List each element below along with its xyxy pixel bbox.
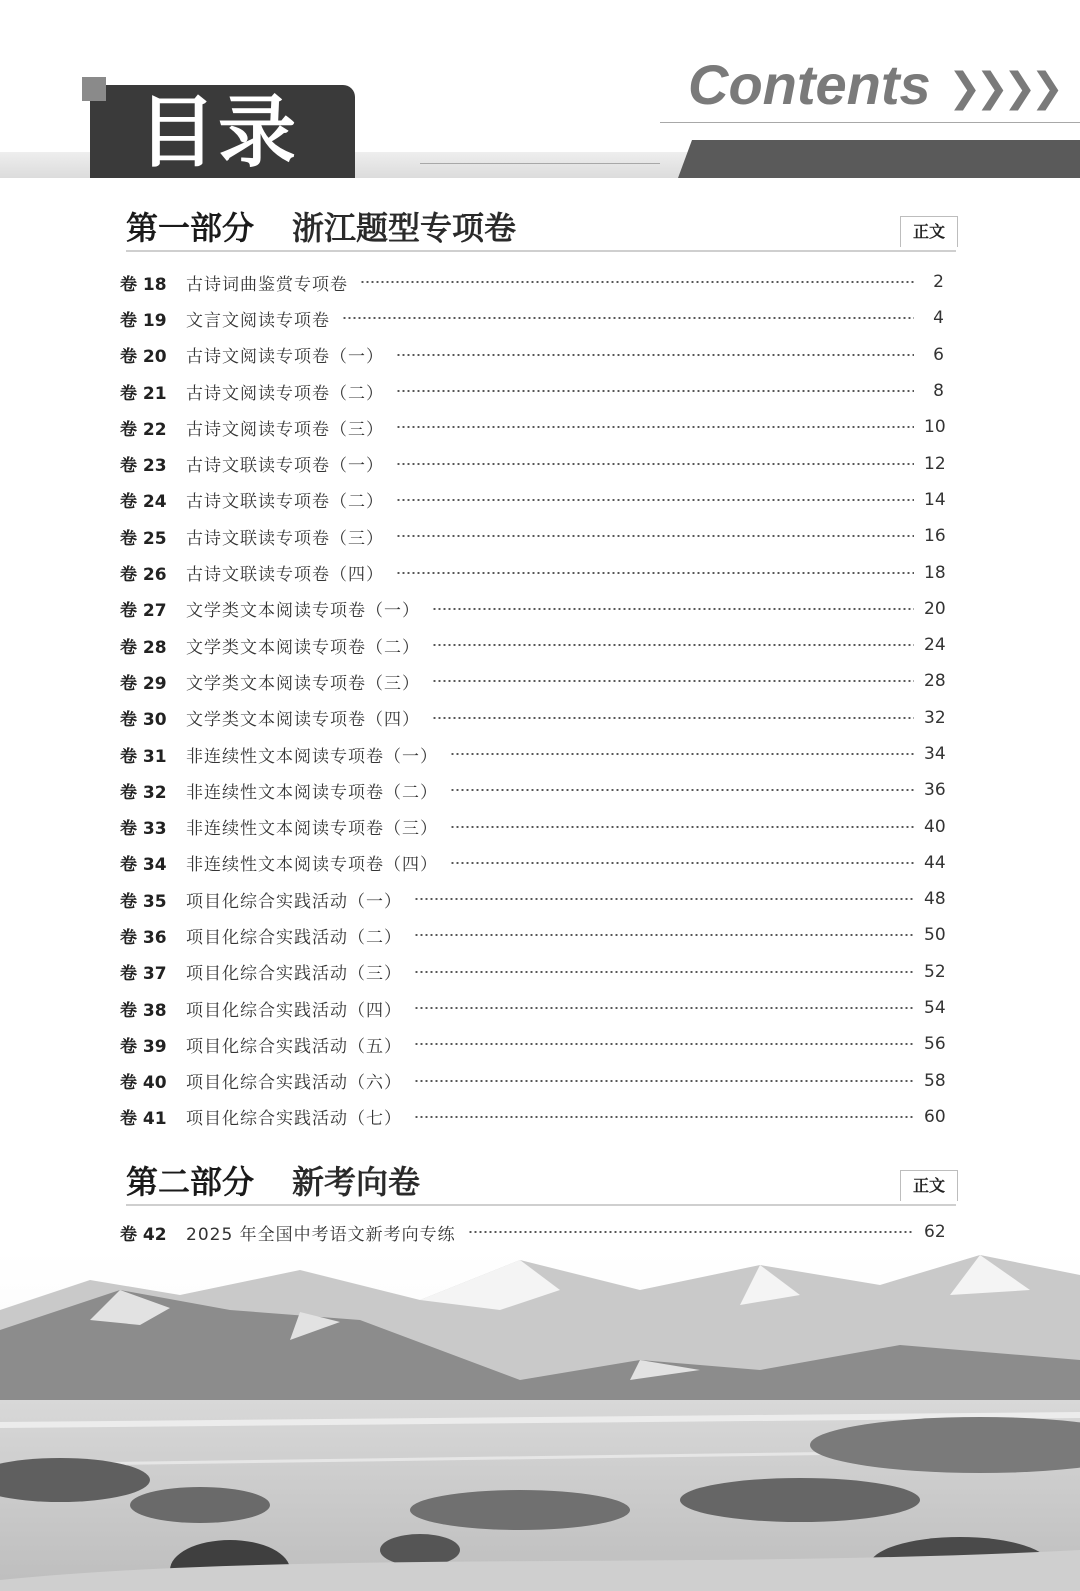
toc-entry [120,554,944,590]
toc-entry-title: 古诗文阅读专项卷（一） [186,347,384,368]
toc-entry-number: 卷 41 [120,1109,167,1130]
toc-dot-leader [450,826,914,828]
toc-entry-page: 16 [924,526,946,547]
toc-entry-number: 卷 37 [120,964,167,985]
toc-entry-number: 卷 38 [120,1000,167,1021]
toc-entry-number: 卷 40 [120,1073,167,1094]
toc-entry-title: 非连续性文本阅读专项卷（一） [186,746,438,767]
part1-heading [126,208,956,252]
toc-entry-number: 卷 22 [120,419,167,440]
toc-entry-title: 古诗文阅读专项卷（二） [186,383,384,404]
toc-entry-page: 58 [924,1070,946,1091]
toc-entry-number: 卷 27 [120,601,167,622]
part1-tag: 正文 [900,216,958,247]
toc-dot-leader [432,680,914,682]
toc-entry [120,881,944,917]
toc-entry-title: 项目化综合实践活动（四） [186,1000,402,1021]
toc-entry-number: 卷 31 [120,746,167,767]
toc-entry [120,409,944,445]
toc-entry-title: 非连续性文本阅读专项卷（二） [186,782,438,803]
landscape-illustration [0,1250,1080,1591]
part1-rule [126,250,956,252]
toc-dot-leader [414,1007,914,1009]
part2-toc-list [120,1214,944,1250]
toc-entry [120,736,944,772]
part2-tag: 正文 [900,1170,958,1201]
toc-entry-number: 卷 35 [120,891,167,912]
toc-entry [120,337,944,373]
toc-entry-page: 34 [924,744,946,764]
toc-entry-title: 项目化综合实践活动（七） [186,1109,402,1130]
toc-entry [120,1099,944,1135]
toc-entry-number: 卷 23 [120,456,167,477]
toc-entry-title: 古诗词曲鉴赏专项卷 [186,274,348,295]
toc-entry-title: 文学类文本阅读专项卷（一） [186,601,420,622]
toc-entry [120,808,944,844]
part1-toc-list [120,264,944,1135]
toc-entry-page: 54 [924,998,946,1019]
toc-entry-title: 文学类文本阅读专项卷（四） [186,710,420,731]
toc-entry-title: 文学类文本阅读专项卷（二） [186,637,420,658]
toc-entry-number: 卷 32 [120,782,167,803]
toc-entry-title: 古诗文联读专项卷（一） [186,456,384,477]
toc-entry-page: 6 [933,344,944,365]
toc-entry-page: 60 [924,1106,946,1127]
part2-label: 第二部分 [126,1163,255,1201]
toc-entry-page: 50 [924,925,946,946]
part2-rule [126,1204,956,1206]
toc-entry [120,990,944,1026]
toc-entry-page: 62 [924,1222,946,1243]
toc-dot-leader [396,572,914,574]
header-thin-line [420,163,660,164]
toc-entry-page: 40 [924,816,946,837]
toc-entry-page: 8 [933,381,944,402]
toc-entry-number: 卷 33 [120,819,167,840]
toc-entry-page: 32 [924,707,946,728]
toc-entry [120,518,944,554]
toc-entry-page: 14 [924,489,946,510]
toc-entry [120,954,944,990]
toc-dot-leader [396,463,914,465]
toc-dot-leader [414,1043,914,1045]
toc-dot-leader [450,753,914,755]
toc-dot-leader [414,1080,914,1082]
toc-entry-number: 卷 19 [120,310,167,331]
toc-entry-number: 卷 21 [120,383,167,404]
toc-dot-leader [468,1231,914,1233]
toc-entry-title: 项目化综合实践活动（五） [186,1036,402,1057]
toc-entry-page: 10 [924,417,946,438]
part2-title: 新考向卷 [292,1163,421,1201]
toc-entry-page: 56 [924,1034,946,1055]
toc-dot-leader [360,281,914,283]
toc-entry-title: 非连续性文本阅读专项卷（四） [186,855,438,876]
toc-dot-leader [432,608,914,610]
toc-entry-number: 卷 18 [120,274,167,295]
mulu-title: 目录 [138,88,299,178]
toc-entry-number: 卷 42 [120,1224,167,1245]
toc-entry [120,1063,944,1099]
part2-heading [126,1162,956,1206]
toc-entry-number: 卷 39 [120,1036,167,1057]
toc-entry-number: 卷 25 [120,528,167,549]
toc-entry-page: 2 [933,272,944,293]
toc-entry-title: 项目化综合实践活动（二） [186,927,402,948]
toc-entry [120,264,944,300]
toc-entry-number: 卷 30 [120,710,167,731]
header-dark-band [678,140,1080,178]
toc-entry [120,627,944,663]
toc-entry-page: 24 [924,635,946,656]
toc-entry-title: 非连续性文本阅读专项卷（三） [186,819,438,840]
toc-entry-title: 文学类文本阅读专项卷（三） [186,673,420,694]
toc-entry-page: 44 [924,852,946,873]
toc-entry [120,445,944,481]
mulu-corner-square [82,77,106,101]
toc-entry-title: 项目化综合实践活动（三） [186,964,402,985]
toc-dot-leader [342,317,914,319]
toc-entry [120,845,944,881]
toc-entry-title: 项目化综合实践活动（一） [186,891,402,912]
toc-entry [120,591,944,627]
toc-dot-leader [396,426,914,428]
toc-dot-leader [414,971,914,973]
contents-title: Contents [688,53,931,116]
toc-entry-page: 20 [924,598,946,619]
toc-entry-number: 卷 28 [120,637,167,658]
toc-dot-leader [396,535,914,537]
toc-entry-title: 项目化综合实践活动（六） [186,1073,402,1094]
toc-entry [120,482,944,518]
toc-entry-title: 古诗文阅读专项卷（三） [186,419,384,440]
toc-dot-leader [450,862,914,864]
toc-dot-leader [450,789,914,791]
part1-label: 第一部分 [126,209,255,247]
toc-entry [120,373,944,409]
toc-entry-title: 2025 年全国中考语文新考向专练 [186,1224,456,1245]
toc-entry-number: 卷 36 [120,927,167,948]
toc-entry [120,1026,944,1062]
toc-dot-leader [432,717,914,719]
toc-entry-number: 卷 20 [120,347,167,368]
part1-title: 浙江题型专项卷 [292,209,517,247]
toc-entry-page: 4 [933,308,944,329]
toc-entry-page: 36 [924,780,946,801]
toc-entry-page: 52 [924,961,946,982]
toc-dot-leader [396,499,914,501]
toc-dot-leader [414,1116,914,1118]
toc-entry-page: 18 [924,562,946,583]
toc-dot-leader [414,898,914,900]
contents-arrows-icon: ❯❯❯❯ [948,65,1059,111]
toc-dot-leader [396,354,914,356]
toc-entry [120,772,944,808]
toc-entry [120,663,944,699]
toc-entry-title: 古诗文联读专项卷（三） [186,528,384,549]
toc-entry-page: 48 [924,889,946,910]
toc-entry-title: 古诗文联读专项卷（二） [186,492,384,513]
toc-dot-leader [432,644,914,646]
toc-entry [120,300,944,336]
toc-entry-number: 卷 26 [120,565,167,586]
toc-entry [120,917,944,953]
toc-entry-number: 卷 29 [120,673,167,694]
toc-entry-number: 卷 34 [120,855,167,876]
toc-entry-title: 文言文阅读专项卷 [186,310,330,331]
toc-entry-number: 卷 24 [120,492,167,513]
toc-entry-page: 28 [924,671,946,692]
toc-dot-leader [396,390,914,392]
toc-entry [120,1214,944,1250]
toc-entry-page: 12 [924,453,946,474]
toc-entry [120,700,944,736]
toc-dot-leader [414,934,914,936]
toc-entry-title: 古诗文联读专项卷（四） [186,565,384,586]
